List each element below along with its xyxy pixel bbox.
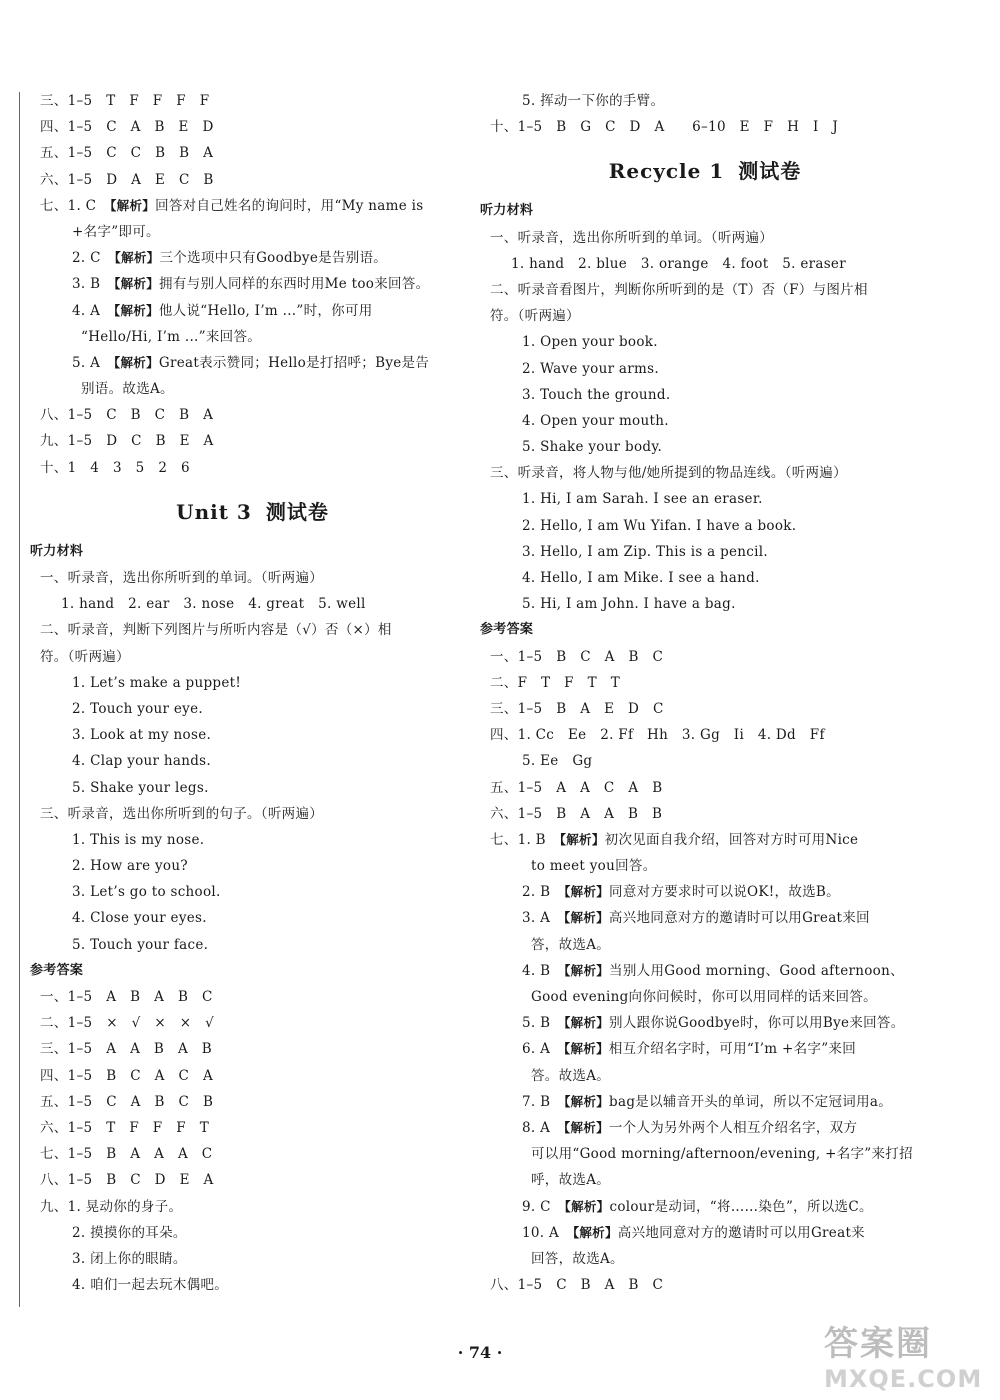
answer-line (470, 932, 930, 958)
line-text: 4. 咱们一起去玩木偶吧。 (72, 1277, 229, 1294)
answer-line (20, 1115, 465, 1141)
line-text: 二、听录音看图片，判断你所听到的是（T）否（F）与图片相 (490, 281, 868, 298)
line-text: 二、F T F T T (490, 674, 621, 691)
line-text: 十、1 4 3 5 2 6 (40, 459, 190, 476)
answer-line (20, 696, 465, 722)
analysis-tag: 【解析】 (110, 197, 156, 213)
item-number: 七、1. C (40, 197, 111, 214)
answer-line (20, 1063, 465, 1089)
answer-line (470, 513, 930, 539)
analysis-tag: 【解析】 (114, 276, 160, 292)
analysis-tag: 【解析】 (113, 302, 159, 318)
answer-line (20, 428, 465, 454)
answer-line (470, 1089, 930, 1115)
answer-line (470, 1194, 930, 1220)
answer-line (470, 775, 930, 801)
answer-line (20, 1272, 465, 1298)
line-text: 三、1–5 A A B A B (40, 1041, 213, 1058)
answer-line (470, 88, 930, 114)
line-text: 3. Look at my nose. (72, 727, 212, 744)
line-text: 1. hand 2. ear 3. nose 4. great 5. well (61, 596, 366, 613)
answer-line (470, 1063, 930, 1089)
answer-line (20, 298, 465, 324)
answer-line (20, 219, 465, 245)
answer-line (470, 879, 930, 905)
line-text: 十、1–5 B G C D A 6–10 E F H I J (490, 119, 839, 136)
line-text: 回答，故选A。 (531, 1250, 624, 1267)
answer-line (470, 434, 930, 460)
answer-line (470, 251, 930, 277)
item-number: 5. B (522, 1015, 565, 1032)
line-text: 1. Let’s make a puppet! (72, 674, 242, 691)
line-text: 4. Hello, I am Mike. I see a hand. (522, 570, 760, 586)
answer-line (20, 827, 465, 853)
line-text: 一、听录音，选出你所听到的单词。（听两遍） (490, 229, 774, 246)
line-text: 七、1–5 B A A A C (40, 1146, 213, 1163)
line-text: 5. 挥动一下你的手臂。 (522, 93, 665, 109)
answer-line (20, 1167, 465, 1193)
line-text: 符。（听两遍） (40, 648, 130, 665)
line-text: 4. Clap your hands. (72, 753, 211, 770)
line-text: 2. 摸摸你的耳朵。 (72, 1224, 187, 1241)
answer-line (20, 455, 465, 481)
line-text: 一个人为另外两个人相互介绍名字，双方 (608, 1119, 858, 1136)
answer-line (20, 376, 465, 402)
answer-line (20, 402, 465, 428)
answer-line (470, 225, 930, 251)
analysis-tag: 【解析】 (564, 962, 610, 978)
item-number: 10. A (522, 1224, 573, 1241)
answer-line (20, 1220, 465, 1246)
analysis-tag: 【解析】 (564, 884, 610, 900)
line-text: 三、听录音，将人物与他/她所提到的物品连线。（听两遍） (490, 465, 847, 482)
answer-line (20, 324, 465, 350)
answer-line (20, 1089, 465, 1115)
line-text: 回答对自己姓名的询问时，用“My name is (155, 197, 424, 214)
analysis-tag: 【解析】 (564, 1198, 610, 1214)
line-text: 三、1–5 T F F F F (40, 93, 210, 109)
heading-title: Recycle 1 (608, 159, 725, 184)
line-text: 一、听录音，选出你所听到的单词。（听两遍） (40, 570, 324, 586)
line-text: 九、1. 晃动你的身子。 (40, 1198, 183, 1215)
line-text: 四、1–5 B C A C A (40, 1067, 214, 1084)
line-text: 三、1–5 B A E D C (490, 700, 664, 717)
line-text: 他人说“Hello, I’m ...”时，你可用 (158, 302, 373, 319)
line-text: 四、1–5 C A B E D (40, 119, 214, 136)
line-text: 5. Shake your legs. (72, 779, 209, 796)
item-number: 3. B (72, 276, 115, 293)
line-text: 八、1–5 B C D E A (40, 1172, 214, 1189)
answer-line (470, 114, 930, 140)
line-text: 1. hand 2. blue 3. orange 4. foot 5. eraser (511, 255, 846, 272)
answer-line (470, 905, 930, 931)
line-text: 2. Hello, I am Wu Yifan. I have a book. (522, 517, 797, 534)
answer-line (470, 722, 930, 748)
analysis-tag: 【解析】 (572, 1224, 618, 1240)
line-text: Great表示赞同；Hello是打招呼；Bye是告 (158, 354, 430, 371)
answer-line (20, 1010, 465, 1036)
analysis-tag: 【解析】 (559, 831, 605, 847)
heading-title: Unit 3 (176, 499, 252, 524)
answer-line (470, 539, 930, 565)
answer-line (20, 932, 465, 958)
analysis-tag: 【解析】 (113, 354, 159, 370)
answer-line (470, 1220, 930, 1246)
line-text: 别语。故选A。 (81, 381, 174, 398)
line-text: 相互介绍名字时，可用“I’m +名字”来回 (608, 1041, 857, 1058)
line-text: 八、1–5 C B A B C (490, 1277, 664, 1294)
answer-line (20, 1036, 465, 1062)
line-text: 3. Let’s go to school. (72, 884, 221, 901)
heading-suffix: 测试卷 (738, 159, 802, 184)
item-number: 8. A (522, 1119, 564, 1136)
line-text: 答。故选A。 (531, 1067, 611, 1084)
item-number: 3. A (522, 910, 564, 927)
line-text: 二、听录音，判断下列图片与所听内容是（√）否（×）相 (40, 622, 392, 639)
answer-line (470, 382, 930, 408)
answer-line (20, 271, 465, 297)
line-text: “Hello/Hi, I’m ...”来回答。 (81, 328, 262, 345)
item-number: 2. C (72, 250, 115, 267)
answer-line (470, 408, 930, 434)
answer-line (470, 591, 930, 617)
section-label: 参考答案 (480, 622, 534, 638)
watermark-url: MXQE.COM (824, 1365, 983, 1393)
line-text: 五、1–5 A A C A B (490, 779, 663, 796)
answer-line (470, 984, 930, 1010)
section-label: 听力材料 (480, 203, 534, 219)
item-number: 7. B (522, 1093, 565, 1110)
answer-line (20, 617, 465, 643)
test-heading (20, 481, 465, 539)
answer-line (470, 1115, 930, 1141)
line-text: 呼，故选A。 (531, 1172, 611, 1189)
analysis-tag: 【解析】 (564, 1015, 610, 1031)
line-text: 拥有与别人同样的东西时用Me too来回答。 (159, 276, 430, 293)
line-text: 四、1. Cc Ee 2. Ff Hh 3. Gg Ii 4. Dd Ff (490, 727, 825, 744)
answer-line (20, 565, 465, 591)
line-text: 高兴地同意对方的邀请时可以用Great来 (617, 1224, 865, 1241)
answer-line (470, 356, 930, 382)
answer-line (470, 801, 930, 827)
line-text: 二、1–5 × √ × × √ (40, 1015, 215, 1032)
line-text: 五、1–5 C A B C B (40, 1093, 214, 1110)
answer-line (470, 565, 930, 591)
answer-line (20, 984, 465, 1010)
line-text: Good evening向你问候时，你可以用同样的话来回答。 (531, 989, 877, 1005)
answer-line (470, 1272, 930, 1298)
page-number: · 74 · (457, 1343, 503, 1362)
line-text: 六、1–5 D A E C B (40, 171, 214, 188)
answer-line (470, 853, 930, 879)
item-number: 七、1. B (490, 831, 560, 848)
analysis-tag: 【解析】 (563, 910, 609, 926)
line-text: 当别人用Good morning、Good afternoon、 (609, 962, 904, 979)
line-text: 符。（听两遍） (490, 308, 580, 325)
answer-line (20, 591, 465, 617)
line-text: 5. Touch your face. (72, 936, 209, 953)
analysis-tag: 【解析】 (114, 250, 160, 266)
answer-line (20, 853, 465, 879)
answer-line (470, 958, 930, 984)
answer-line (470, 1141, 930, 1167)
answer-line (20, 879, 465, 905)
section-label: 听力材料 (30, 543, 84, 559)
answer-line (20, 801, 465, 827)
line-text: 同意对方要求时可以说OK!，故选B。 (609, 884, 840, 901)
line-text: 2. How are you? (72, 858, 188, 875)
answer-line (20, 1141, 465, 1167)
item-number: 5. A (72, 354, 114, 371)
line-text: 一、1–5 A B A B C (40, 989, 213, 1005)
line-text: +名字”即可。 (72, 223, 160, 240)
answer-line (20, 167, 465, 193)
line-text: 三、听录音，选出你所听到的句子。（听两遍） (40, 805, 324, 822)
analysis-tag: 【解析】 (563, 1119, 609, 1135)
answer-line (20, 644, 465, 670)
answer-line (20, 88, 465, 114)
item-number: 6. A (522, 1041, 564, 1058)
line-text: 可以用“Good morning/afternoon/evening, +名字”来打招 (531, 1146, 913, 1163)
answer-line (20, 905, 465, 931)
line-text: 4. Open your mouth. (522, 412, 669, 429)
answer-line (470, 277, 930, 303)
line-text: 高兴地同意对方的邀请时可以用Great来回 (608, 910, 870, 927)
answer-line (20, 193, 465, 219)
right-column (470, 88, 930, 1298)
answer-line (470, 1010, 930, 1036)
section-label: 参考答案 (30, 962, 84, 978)
line-text: 2. Touch your eye. (72, 700, 203, 717)
answer-line (20, 245, 465, 271)
answer-line (470, 827, 930, 853)
test-heading (470, 140, 930, 198)
line-text: 一、1–5 B C A B C (490, 648, 664, 665)
line-text: 九、1–5 D C B E A (40, 433, 214, 450)
line-text: 1. Open your book. (522, 334, 658, 351)
answer-line (470, 748, 930, 774)
line-text: 5. Hi, I am John. I have a bag. (522, 596, 736, 613)
line-text: 5. Shake your body. (522, 439, 663, 456)
line-text: 五、1–5 C C B B A (40, 145, 214, 162)
line-text: to meet you回答。 (531, 858, 657, 875)
line-text: 5. Ee Gg (522, 753, 593, 770)
answer-line (20, 140, 465, 166)
answer-line (470, 1036, 930, 1062)
item-number: 4. A (72, 302, 114, 319)
item-number: 4. B (522, 962, 565, 979)
line-text: 2. Wave your arms. (522, 360, 659, 377)
watermark-mark: 答案圈 (824, 1324, 932, 1364)
answer-line (470, 696, 930, 722)
answer-line (470, 460, 930, 486)
line-text: 答，故选A。 (531, 936, 611, 953)
line-text: 3. Hello, I am Zip. This is a pencil. (522, 543, 768, 560)
answer-line (20, 350, 465, 376)
line-text: 1. This is my nose. (72, 831, 205, 848)
answer-line (20, 670, 465, 696)
line-text: colour是动词，“将……染色”，所以选C。 (609, 1198, 873, 1215)
analysis-tag: 【解析】 (563, 1041, 609, 1057)
line-text: 六、1–5 T F F F T (40, 1119, 210, 1136)
line-text: 八、1–5 C B C B A (40, 407, 214, 424)
answer-line (20, 1194, 465, 1220)
line-text: 1. Hi, I am Sarah. I see an eraser. (522, 491, 763, 508)
line-text: 三个选项中只有Goodbye是告别语。 (159, 250, 388, 267)
line-text: 别人跟你说Goodbye时，你可以用Bye来回答。 (609, 1015, 905, 1032)
analysis-tag: 【解析】 (564, 1093, 610, 1109)
answer-line (470, 486, 930, 512)
watermark-logo (824, 1316, 994, 1394)
line-text: 3. 闭上你的眼睛。 (72, 1250, 187, 1267)
answer-line (20, 1246, 465, 1272)
line-text: 3. Touch the ground. (522, 386, 671, 403)
answer-line (20, 775, 465, 801)
left-column (20, 88, 465, 1298)
answer-line (470, 1246, 930, 1272)
heading-suffix: 测试卷 (265, 499, 329, 524)
line-text: 4. Close your eyes. (72, 910, 207, 927)
answer-line (470, 670, 930, 696)
line-text: bag是以辅音开头的单词，所以不定冠词用a。 (609, 1093, 893, 1110)
answer-line (470, 644, 930, 670)
answer-line (470, 1167, 930, 1193)
item-number: 2. B (522, 884, 565, 901)
item-number: 9. C (522, 1198, 565, 1215)
answer-line (470, 329, 930, 355)
answer-line (20, 748, 465, 774)
line-text: 初次见面自我介绍，回答对方时可用Nice (604, 831, 859, 848)
answer-line (470, 303, 930, 329)
answer-line (20, 722, 465, 748)
answer-line (20, 114, 465, 140)
line-text: 六、1–5 B A A B B (490, 805, 663, 822)
